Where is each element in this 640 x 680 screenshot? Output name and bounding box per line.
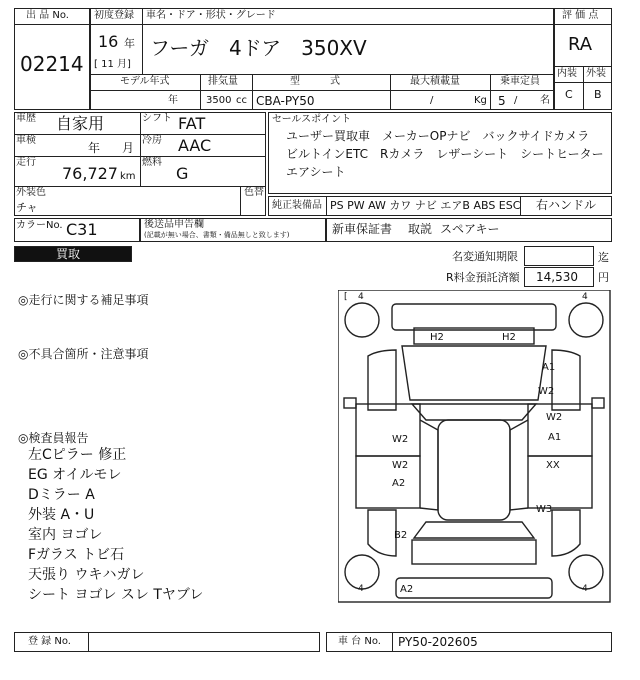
history-label: 車歴 bbox=[16, 113, 36, 124]
color-ext-label: 外装色 bbox=[16, 187, 46, 198]
sales-points-label: セールスポイント bbox=[272, 114, 352, 125]
damage-mark: A2 bbox=[400, 584, 414, 595]
max-load-unit: Kg bbox=[474, 95, 487, 106]
first-reg-year: 16 bbox=[98, 32, 119, 51]
repaint-label: 色替 bbox=[244, 187, 264, 198]
name-change-field bbox=[524, 246, 594, 266]
inspection-year: 年 bbox=[88, 141, 101, 155]
tire-text-rl: 4 bbox=[358, 584, 364, 594]
remark-line-7: 天張り ウキハガレ bbox=[28, 567, 145, 583]
tire-text-fl: 4 bbox=[358, 292, 364, 302]
type-label: 型 式 bbox=[290, 76, 340, 87]
rating-value: RA bbox=[568, 34, 593, 55]
cooling-value: AAC bbox=[178, 136, 212, 155]
max-load-label: 最大積載量 bbox=[410, 76, 460, 87]
max-load-slash: / bbox=[430, 95, 434, 106]
damage-mark: W2 bbox=[392, 434, 409, 445]
registration-label: 登 録 No. bbox=[28, 636, 71, 647]
interior-grade: C bbox=[565, 88, 573, 101]
cooling-label: 冷房 bbox=[142, 135, 162, 146]
name-change-suffix: 迄 bbox=[598, 251, 609, 264]
car-name: フーガ 4ドア 350XV bbox=[150, 36, 367, 60]
model-year-unit: 年 bbox=[168, 95, 178, 106]
equipment-value: PS PW AW カワ ナビ エアB ABS ESC bbox=[330, 199, 521, 212]
remark-line-6: Fガラス トビ石 bbox=[28, 547, 125, 563]
mileage-label: 走行 bbox=[16, 157, 36, 168]
sales-point-line-2: ビルトインETC Rカメラ レザーシート シートヒーター bbox=[286, 147, 604, 161]
displacement-label: 排気量 bbox=[208, 76, 238, 87]
damage-mark: W2 bbox=[546, 412, 563, 423]
lot-label: 出 品 No. bbox=[26, 10, 69, 21]
later-docs-note: (記載が無い場合、書類・備品無しと致します) bbox=[144, 231, 290, 239]
damage-mark: W3 bbox=[536, 504, 553, 515]
capacity-value: 5 bbox=[498, 94, 506, 108]
fuel-value: G bbox=[176, 164, 189, 183]
shift-value: FAT bbox=[178, 114, 206, 133]
damage-mark: A1 bbox=[548, 432, 562, 443]
remark-line-2: EG オイルモレ bbox=[28, 467, 122, 483]
remark-line-5: 室内 ヨゴレ bbox=[28, 527, 103, 543]
car-damage-diagram bbox=[338, 290, 614, 604]
recycle-value: 14,530 bbox=[536, 270, 578, 284]
chassis-value: PY50-202605 bbox=[398, 635, 478, 649]
remark-line-8: シート ヨゴレ スレ Tヤブレ bbox=[28, 587, 204, 603]
manual: 取説 bbox=[408, 222, 433, 236]
tire-text-fr: 4 bbox=[582, 292, 588, 302]
later-docs-label: 後送品申告欄 bbox=[144, 219, 204, 230]
exterior-grade: B bbox=[594, 88, 602, 101]
remarks-inspector: ◎検査員報告 bbox=[18, 431, 89, 445]
remarks-driving: ◎走行に関する補足事項 bbox=[18, 293, 149, 307]
equipment-label: 純正装備品 bbox=[272, 200, 322, 211]
lot-number: 02214 bbox=[20, 52, 84, 76]
mileage-value: 76,727 bbox=[62, 164, 118, 183]
type-code: CBA-PY50 bbox=[256, 94, 315, 108]
damage-mark: A2 bbox=[392, 478, 406, 489]
purchase-label: 買取 bbox=[56, 247, 81, 261]
name-label: 車名・ドア・形状・グレード bbox=[146, 10, 276, 21]
steering: 右ハンドル bbox=[536, 198, 597, 212]
damage-mark: A1 bbox=[542, 362, 556, 373]
remark-line-3: Dミラー A bbox=[28, 487, 95, 503]
capacity-slash: / bbox=[514, 95, 518, 106]
remarks-defects: ◎不具合箇所・注意事項 bbox=[18, 347, 149, 361]
capacity-unit: 名 bbox=[540, 95, 550, 106]
sales-point-line-3: エアシート bbox=[286, 165, 346, 179]
first-reg-year-unit: 年 bbox=[124, 37, 135, 50]
history-value: 自家用 bbox=[56, 114, 105, 133]
inspection-label: 車検 bbox=[16, 135, 36, 146]
rating-label: 評 価 点 bbox=[562, 10, 599, 21]
spare-key: スペアキー bbox=[440, 222, 500, 236]
sales-point-line-1: ユーザー買取車 メーカーOPナビ バックサイドカメラ bbox=[286, 129, 590, 143]
tire-label-fl: [ bbox=[344, 292, 348, 302]
exterior-label: 外装 bbox=[586, 68, 606, 79]
shift-label: シフト bbox=[142, 113, 172, 124]
recycle-label: R料金預託済額 bbox=[446, 271, 520, 284]
fuel-label: 燃料 bbox=[142, 157, 162, 168]
color-no-label: カラーNo. bbox=[16, 220, 63, 231]
inspection-month: 月 bbox=[122, 141, 135, 155]
color-no-value: C31 bbox=[66, 220, 98, 239]
tire-text-rr: 4 bbox=[582, 584, 588, 594]
damage-mark: W2 bbox=[392, 460, 409, 471]
damage-mark: B2 bbox=[394, 530, 408, 541]
remark-line-1: 左Cピラー 修正 bbox=[28, 447, 127, 463]
capacity-label: 乗車定員 bbox=[500, 76, 540, 87]
remark-line-4: 外装 A・U bbox=[28, 507, 95, 523]
model-year-label: モデル年式 bbox=[120, 76, 170, 87]
recycle-unit: 円 bbox=[598, 271, 609, 284]
name-change-label: 名変通知期限 bbox=[452, 250, 518, 263]
first-reg-label: 初度登録 bbox=[94, 10, 134, 21]
chassis-label: 車 台 No. bbox=[338, 636, 381, 647]
damage-mark: W2 bbox=[538, 386, 555, 397]
displacement-unit: cc bbox=[236, 95, 247, 106]
color-ext-value: チャ bbox=[16, 201, 38, 214]
warranty: 新車保証書 bbox=[332, 222, 393, 236]
damage-mark: XX bbox=[546, 460, 560, 471]
damage-mark: H2 bbox=[430, 332, 444, 343]
interior-label: 内装 bbox=[557, 68, 577, 79]
damage-mark: H2 bbox=[502, 332, 516, 343]
displacement-value: 3500 bbox=[206, 95, 232, 106]
first-reg-month: [ 11 月] bbox=[94, 59, 131, 70]
mileage-unit: km bbox=[120, 171, 136, 182]
